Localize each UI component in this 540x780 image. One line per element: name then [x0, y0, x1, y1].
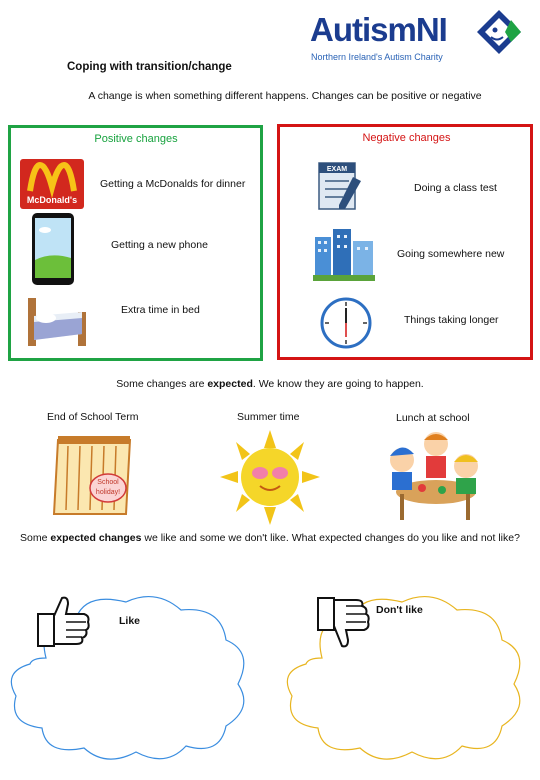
- positive-item-phone: Getting a new phone: [111, 239, 208, 251]
- logo-wordmark: [310, 12, 447, 48]
- thumbs-down-icon: [314, 594, 372, 650]
- positive-item-bed: Extra time in bed: [121, 304, 200, 316]
- expected-end-of-term-label: End of School Term: [47, 411, 139, 423]
- logo-name-ni: NI: [415, 11, 447, 48]
- negative-changes-box: [277, 124, 533, 360]
- logo-name-autism: Autism: [310, 11, 416, 48]
- autism-ni-logo: [310, 8, 525, 68]
- expected-summer-label: Summer time: [237, 411, 300, 423]
- intro-text: A change is when something different happens. Changes can be positive or negative: [88, 90, 482, 102]
- negative-item-longer: Things taking longer: [404, 314, 499, 326]
- negative-heading: Negative changes: [362, 132, 451, 144]
- buildings-icon: [313, 227, 375, 281]
- expected-pre: Some changes are: [116, 378, 208, 390]
- kids-lunch-icon: [386, 430, 480, 522]
- question-bold: expected changes: [50, 532, 142, 544]
- question-text: [10, 532, 530, 544]
- bed-icon: [24, 294, 90, 348]
- page-title: Coping with transition/change: [67, 61, 232, 73]
- svg-text:holiday!: holiday!: [95, 489, 121, 496]
- dislike-label: Don't like: [376, 604, 423, 616]
- question-post: we like and some we don't like. What expected changes do you like and not like?: [141, 532, 520, 544]
- thumbs-up-icon: [34, 594, 92, 648]
- positive-heading: Positive changes: [94, 133, 178, 145]
- like-label: Like: [119, 615, 141, 627]
- svg-text:School: School: [97, 479, 119, 486]
- mcdonalds-logo-icon: [20, 159, 84, 209]
- sun-icon: [220, 430, 320, 525]
- negative-item-new-place: Going somewhere new: [397, 248, 505, 260]
- exam-paper-icon: [313, 159, 367, 213]
- negative-item-test: Doing a class test: [414, 182, 497, 194]
- puzzle-face-icon: [475, 8, 523, 56]
- expected-post: . We know they are going to happen.: [252, 378, 424, 390]
- clock-icon: [320, 297, 372, 349]
- calendar-icon: [52, 432, 136, 518]
- expected-bold: expected: [207, 378, 253, 390]
- question-pre: Some: [20, 532, 51, 544]
- positive-item-mcdonalds: Getting a McDonalds for dinner: [100, 178, 246, 190]
- logo-tagline: Northern Ireland's Autism Charity: [311, 52, 443, 62]
- expected-text: [0, 378, 540, 390]
- svg-text:McDonald's: McDonald's: [26, 195, 78, 205]
- positive-changes-box: [8, 125, 263, 361]
- phone-icon: [31, 212, 75, 286]
- expected-lunch-label: Lunch at school: [396, 412, 470, 424]
- svg-text:EXAM: EXAM: [326, 166, 348, 173]
